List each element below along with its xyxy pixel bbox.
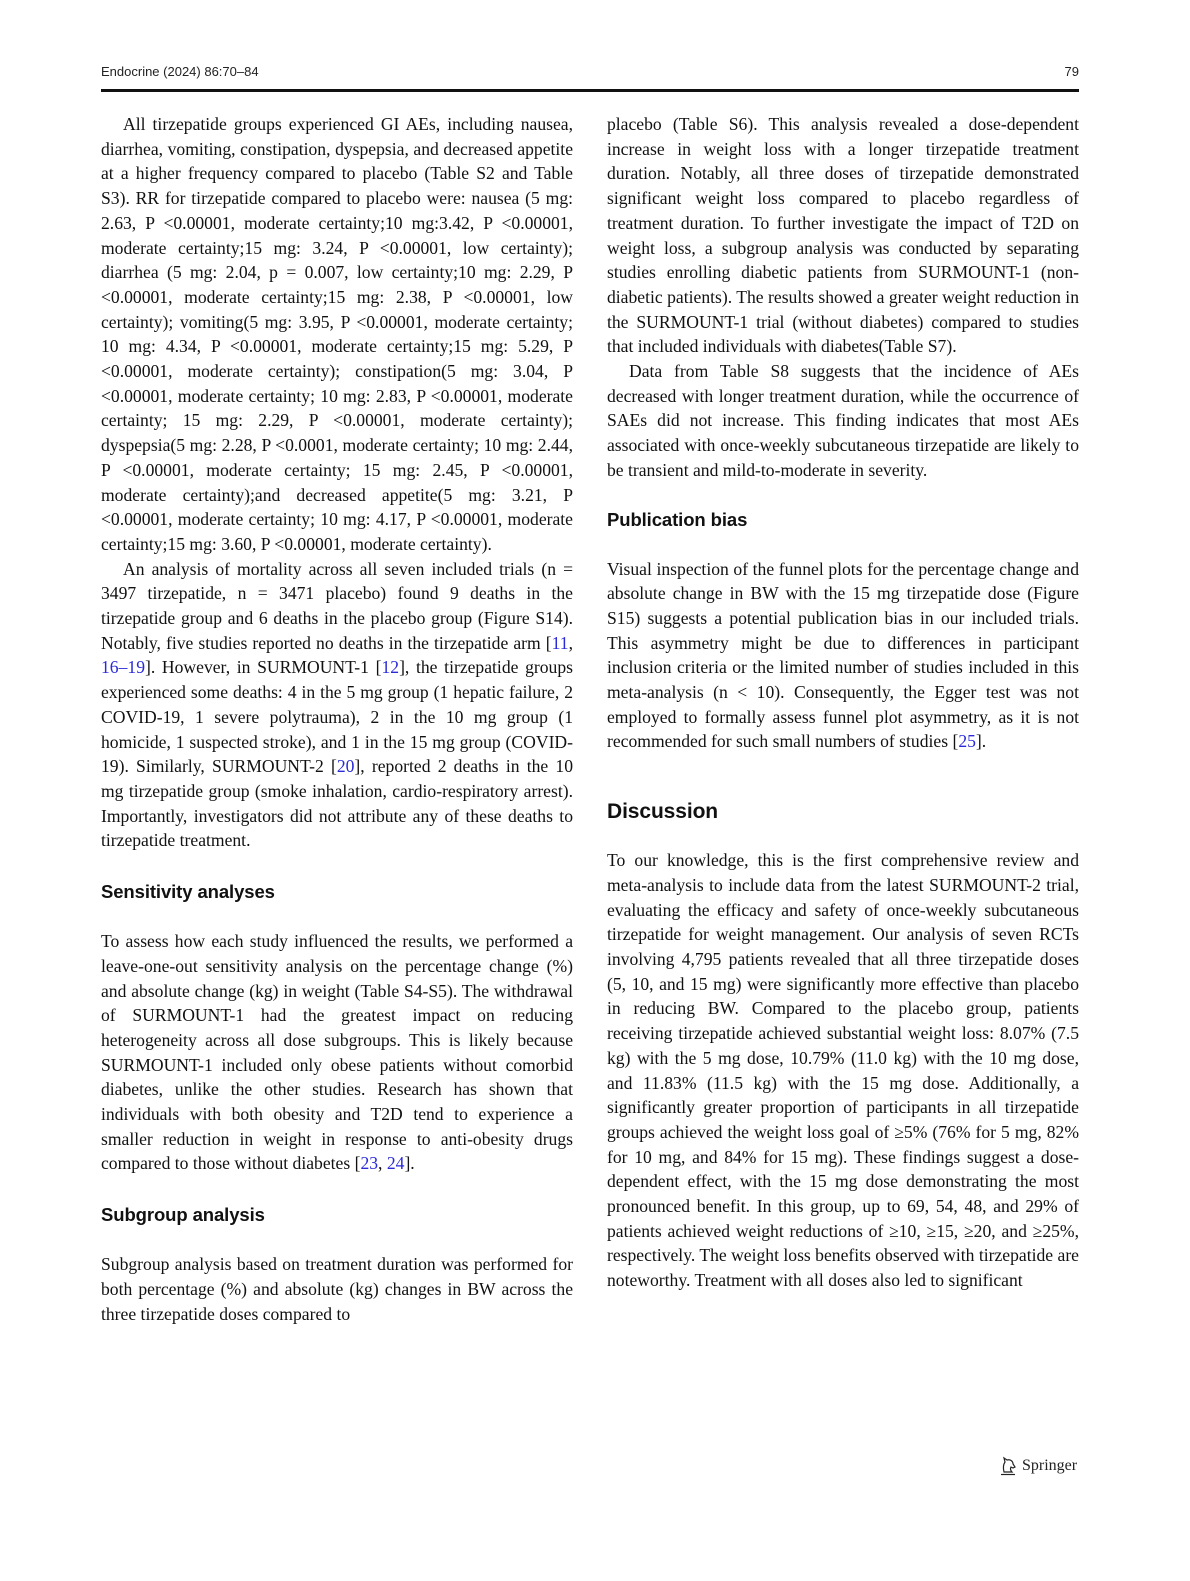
- springer-horse-icon: [998, 1455, 1018, 1477]
- gi-aes-paragraph: All tirzepatide groups experienced GI AEs, including nausea, diarrhea, vomiting, constipation, dyspepsia, and decreased appetite at a higher frequency compared to placebo (Table S2 and Table S3). RR for tirzepatide compared to placebo were: nausea (5 mg: 2.63, P <0.00001, moderate certainty;10 mg:3.42, P <0.00001, moderate certainty;15 mg: 3.24, P <0.00001, low certainty); diarrhea (5 mg: 2.04, p = 0.007, low certainty;10 mg: 2.29, P <0.00001, moderate certainty;15 mg: 2.38, P <0.00001, low certainty); vomiting(5 mg: 3.95, P <0.00001, moderate certainty; 10 mg: 4.34, P <0.00001, moderate certainty;15 mg: 5.29, P <0.00001, moderate certainty); constipation(5 mg: 3.04, P <0.00001, moderate certainty; 10 mg: 2.83, P <0.00001, moderate certainty; 15 mg: 2.29, P <0.00001, moderate certainty); dyspepsia(5 mg: 2.28, P <0.0001, moderate certainty; 10 mg: 2.44, P <0.00001, moderate certainty; 15 mg: 2.45, P <0.00001, moderate certainty);and decreased appetite(5 mg: 3.21, P <0.00001, moderate certainty; 10 mg: 4.17, P <0.00001, moderate certainty;15 mg: 3.60, P <0.00001, moderate certainty).: [101, 114, 573, 554]
- publisher-footer: [998, 1455, 1077, 1477]
- subgroup-continued-paragraph: placebo (Table S6). This analysis revealed a dose-dependent increase in weight loss with a longer tirzepatide treatment duration. Notably, all three doses of tirzepatide demonstrated significant weight loss compared to placebo regardless of treatment duration. To further investigate the impact of T2D on weight loss, a subgroup analysis was conducted by separating studies enrolling diabetic patients from SURMOUNT-1 (non-diabetic patients). The results showed a greater weight reduction in the SURMOUNT-1 trial (without diabetes) compared to studies that included individuals with diabetes(Table S7).: [607, 114, 1079, 357]
- discussion-heading: Discussion: [607, 800, 719, 824]
- discussion-paragraph: To our knowledge, this is the first comprehensive review and meta-analysis to include data from the latest SURMOUNT-2 trial, evaluating the efficacy and safety of once-weekly subcutaneous tirzepatide for weight management. Our analysis of seven RCTs involving 4,795 patients revealed that all three tirzepatide doses (5, 10, and 15 mg) were significantly more effective than placebo in reducing BW. Compared to the placebo group, patients receiving tirzepatide achieved substantial weight loss: 8.07% (7.5 kg) with the 5 mg dose, 10.79% (11.0 kg) with the 10 mg dose, and 11.83% (11.5 kg) with the 15 mg dose. Additionally, a significantly greater proportion of participants in all tirzepatide groups achieved the weight loss goal of ≥5% (76% for 5 mg, 82% for 10 mg, and 84% for 15 mg). These findings suggest a dose-dependent effect, with the 15 mg dose demonstrating the most pronounced benefit. In this group, up to 69, 54, 48, and 29% of patients achieved weight reductions of ≥10, ≥15, ≥20, and ≥25%, respectively. The weight loss benefits observed with tirzepatide are noteworthy. Treatment with all doses also led to significant: [607, 850, 1079, 1291]
- left-column: [101, 112, 573, 1326]
- text-span: ], the tirzepatide groups experienced some deaths: 4 in the 5 mg group (1 hepatic failure, 2 COVID-19, 1 severe polytrauma), 2 in the 10 mg group (1 homicide, 1 suspected stroke), and 1 in the 15 mg group (COVID-19). Similarly, SURMOUNT-2 [: [101, 657, 573, 777]
- journal-citation: Endocrine (2024) 86:70–84: [101, 64, 259, 79]
- right-column: [607, 112, 1079, 1293]
- text-span: ,: [568, 632, 573, 653]
- sensitivity-heading: Sensitivity analyses: [101, 881, 275, 903]
- page-number: 79: [1064, 64, 1079, 79]
- reference-link-16-19[interactable]: 16–19: [101, 657, 145, 678]
- running-header: [101, 64, 1079, 84]
- header-rule: [101, 89, 1079, 92]
- text-span: Visual inspection of the funnel plots for the percentage change and absolute change in BW with the 15 mg tirzepatide dose (Figure S15) suggests a potential publication bias in our included trials. This asymmetry might be due to differences in participant inclusion criteria or the limited number of studies included in this meta-analysis (n < 10). Consequently, the Egger test was not employed to formally assess funnel plot asymmetry, as it is not recommended for such small numbers of studies [: [607, 558, 1079, 752]
- text-span: ,: [378, 1153, 387, 1174]
- reference-link-12[interactable]: 12: [381, 657, 400, 678]
- reference-link-23[interactable]: 23: [360, 1153, 379, 1174]
- subgroup-heading: Subgroup analysis: [101, 1204, 265, 1226]
- publication-bias-paragraph: [607, 557, 1079, 755]
- reference-link-24[interactable]: 24: [386, 1153, 405, 1174]
- text-span: ]. However, in SURMOUNT-1 [: [144, 657, 382, 678]
- publication-bias-heading: Publication bias: [607, 508, 748, 530]
- text-span: ], reported 2 deaths in the 10 mg tirzepatide group (smoke inhalation, cardio-respiratory arrest). Importantly, investigators did not attribute any of these deaths to tirzepatide treatment.: [101, 756, 574, 851]
- text-span: ].: [404, 1153, 415, 1174]
- reference-link-25[interactable]: 25: [958, 731, 976, 752]
- publisher-name: Springer: [1022, 1457, 1078, 1474]
- text-span: ].: [975, 731, 987, 752]
- aes-duration-paragraph: Data from Table S8 suggests that the incidence of AEs decreased with longer treatment duration, while the occurrence of SAEs did not increase. This finding indicates that most AEs associated with once-weekly subcutaneous tirzepatide are likely to be transient and mild-to-moderate in severity.: [607, 361, 1079, 480]
- mortality-paragraph: [101, 557, 573, 853]
- text-span: An analysis of mortality across all seven included trials (n = 3497 tirzepatide, n = 3471 placebo) found 9 deaths in the tirzepatide group and 6 deaths in the placebo group (Figure S14). Notably, five studies reported no deaths in the tirzepatide arm [: [101, 558, 573, 653]
- reference-link-20[interactable]: 20: [336, 756, 355, 777]
- reference-link-11[interactable]: 11: [551, 632, 569, 653]
- text-span: To assess how each study influenced the results, we performed a leave-one-out sensitivity analysis on the percentage change (%) and absolute change (kg) in weight (Table S4-S5). The withdrawal of SURMOUNT-1 had the greatest impact on reducing heterogeneity across all dose subgroups. This is likely because SURMOUNT-1 included only obese patients without comorbid diabetes, unlike the other studies. Research has shown that individuals with both obesity and T2D tend to experience a smaller reduction in weight in response to anti-obesity drugs compared to those without diabetes [: [101, 931, 573, 1174]
- sensitivity-paragraph: [101, 929, 573, 1176]
- subgroup-paragraph: Subgroup analysis based on treatment duration was performed for both percentage (%) and absolute (kg) changes in BW across the three tirzepatide doses compared to: [101, 1254, 573, 1324]
